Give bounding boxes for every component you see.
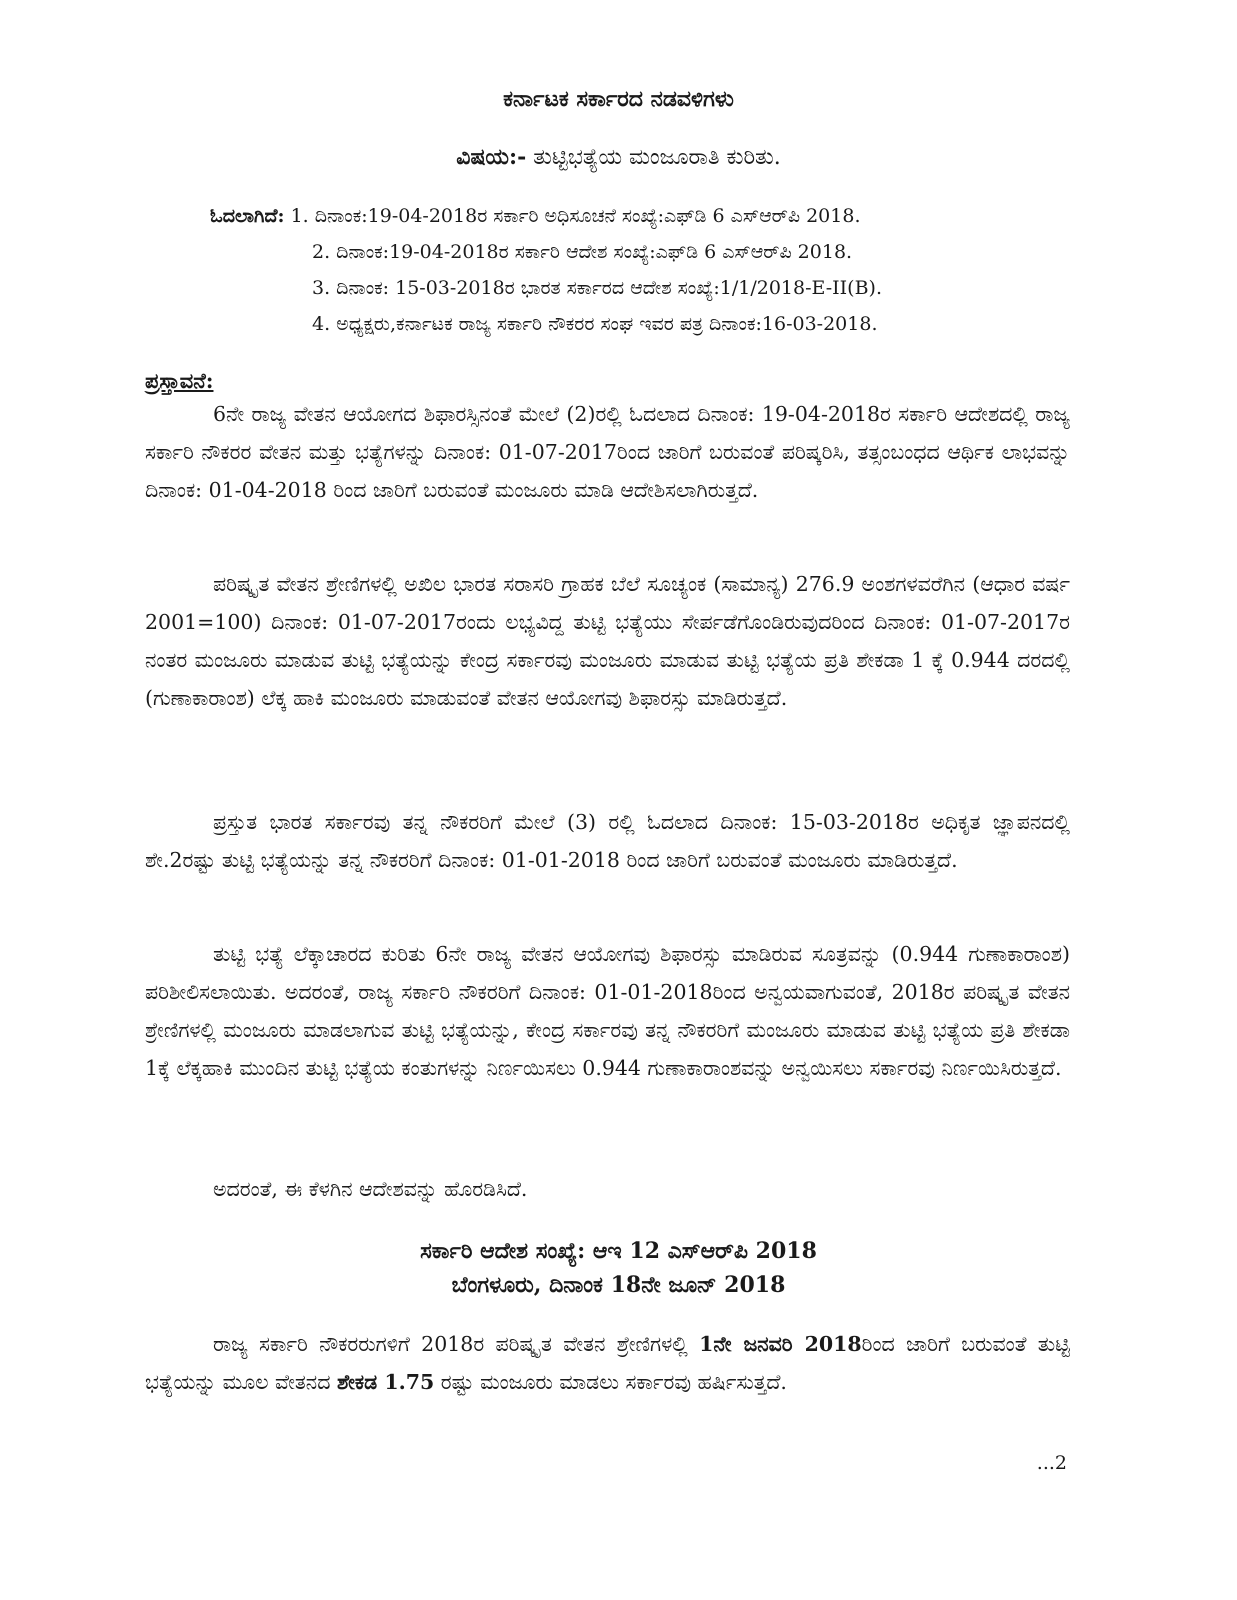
reference-item: 2. ದಿನಾಂಕ:19-04-2018ರ ಸರ್ಕಾರಿ ಆದೇಶ ಸಂಖ್ಯೆ:ಎಫ್‌ಡಿ 6 ಎಸ್‌ಆರ್‌ಪಿ 2018. (312, 241, 853, 263)
page-continuation-marker: ...2 (1036, 1452, 1067, 1474)
reference-item: ಓದಲಾಗಿದೆ: 1. ದಿನಾಂಕ:19-04-2018ರ ಸರ್ಕಾರಿ ಅಧಿಸೂಚನೆ ಸಂಖ್ಯೆ:ಎಫ್‌ಡಿ 6 ಎಸ್‌ಆರ್‌ಪಿ 2018. (210, 205, 861, 227)
references-label: ಓದಲಾಗಿದೆ: (210, 205, 285, 227)
references-block (210, 198, 1090, 342)
preamble-paragraph: ತುಟ್ಟಿ ಭತ್ಯೆ ಲೆಕ್ಕಾಚಾರದ ಕುರಿತು 6ನೇ ರಾಜ್ಯ ವೇತನ ಆಯೋಗವು ಶಿಫಾರಸ್ಸು ಮಾಡಿರುವ ಸೂತ್ರವನ್ನು (0.944 ಗುಣಾಕಾರಾಂಶ) ಪರಿಶೀಲಿಸಲಾಯಿತು. ಅದರಂತೆ, ರಾಜ್ಯ ಸರ್ಕಾರಿ ನೌಕರರಿಗೆ ದಿನಾಂಕ: 01-01-2018ರಿಂದ ಅನ್ವಯವಾಗುವಂತೆ, 2018ರ ಪರಿಷ್ಕೃತ ವೇತನ ಶ್ರೇಣಿಗಳಲ್ಲಿ ಮಂಜೂರು ಮಾಡಲಾಗುವ ತುಟ್ಟಿ ಭತ್ಯೆಯನ್ನು, ಕೇಂದ್ರ ಸರ್ಕಾರವು ತನ್ನ ನೌಕರರಿಗೆ ಮಂಜೂರು ಮಾಡುವ ತುಟ್ಟಿ ಭತ್ಯೆಯ ಪ್ರತಿ ಶೇಕಡಾ 1ಕ್ಕೆ ಲೆಕ್ಕಹಾಕಿ ಮುಂದಿನ ತುಟ್ಟಿ ಭತ್ಯೆಯ ಕಂತುಗಳನ್ನು ನಿರ್ಣಯಿಸಲು 0.944 ಗುಣಾಕಾರಾಂಶವನ್ನು ಅನ್ವಯಿಸಲು ಸರ್ಕಾರವು ನಿರ್ಣಯಿಸಿರುತ್ತದೆ. (145, 942, 1070, 1080)
subject-text: ತುಟ್ಟಿಭತ್ಯೆಯ ಮಂಜೂರಾತಿ ಕುರಿತು. (533, 145, 781, 170)
preamble-paragraph: 6ನೇ ರಾಜ್ಯ ವೇತನ ಆಯೋಗದ ಶಿಫಾರಸ್ಸಿನಂತೆ ಮೇಲೆ (2)ರಲ್ಲಿ ಓದಲಾದ ದಿನಾಂಕ: 19-04-2018ರ ಸರ್ಕಾರಿ ಆದೇಶದಲ್ಲಿ ರಾಜ್ಯ ಸರ್ಕಾರಿ ನೌಕರರ ವೇತನ ಮತ್ತು ಭತ್ಯೆಗಳನ್ನು ದಿನಾಂಕ: 01-07-2017ರಿಂದ ಜಾರಿಗೆ ಬರುವಂತೆ ಪರಿಷ್ಕರಿಸಿ, ತತ್ಸಂಬಂಧದ ಆರ್ಥಿಕ ಲಾಭವನ್ನು ದಿನಾಂಕ: 01-04-2018 ರಿಂದ ಜಾರಿಗೆ ಬರುವಂತೆ ಮಂಜೂರು ಮಾಡಿ ಆದೇಶಿಸಲಾಗಿರುತ್ತದೆ. (145, 402, 1070, 502)
subject-line (0, 144, 1237, 170)
order-date: ಬೆಂಗಳೂರು, ದಿನಾಂಕ 18ನೇ ಜೂನ್ 2018 (451, 1272, 786, 1298)
reference-item: 3. ದಿನಾಂಕ: 15-03-2018ರ ಭಾರತ ಸರ್ಕಾರದ ಆದೇಶ ಸಂಖ್ಯೆ:1/1/2018-E-II(B). (312, 277, 883, 299)
order-header (0, 1234, 1237, 1302)
preamble-paragraph: ಪರಿಷ್ಕೃತ ವೇತನ ಶ್ರೇಣಿಗಳಲ್ಲಿ ಅಖಿಲ ಭಾರತ ಸರಾಸರಿ ಗ್ರಾಹಕ ಬೆಲೆ ಸೂಚ್ಯಂಕ (ಸಾಮಾನ್ಯ) 276.9 ಅಂಶಗಳವರೆಗಿನ (ಆಧಾರ ವರ್ಷ 2001=100) ದಿನಾಂಕ: 01-07-2017ರಂದು ಲಭ್ಯವಿದ್ದ ತುಟ್ಟಿ ಭತ್ಯೆಯು ಸೇರ್ಪಡೆಗೊಂಡಿರುವುದರಿಂದ ದಿನಾಂಕ: 01-07-2017ರ ನಂತರ ಮಂಜೂರು ಮಾಡುವ ತುಟ್ಟಿ ಭತ್ಯೆಯನ್ನು ಕೇಂದ್ರ ಸರ್ಕಾರವು ಮಂಜೂರು ಮಾಡುವ ತುಟ್ಟಿ ಭತ್ಯೆಯ ಪ್ರತಿ ಶೇಕಡಾ 1 ಕ್ಕೆ 0.944 ದರದಲ್ಲಿ (ಗುಣಾಕಾರಾಂಶ) ಲೆಕ್ಕ ಹಾಕಿ ಮಂಜೂರು ಮಾಡುವಂತೆ ವೇತನ ಆಯೋಗವು ಶಿಫಾರಸ್ಸು ಮಾಡಿರುತ್ತದೆ. (145, 572, 1070, 710)
order-body: ರಾಜ್ಯ ಸರ್ಕಾರಿ ನೌಕರರುಗಳಿಗೆ 2018ರ ಪರಿಷ್ಕೃತ ವೇತನ ಶ್ರೇಣಿಗಳಲ್ಲಿ 1ನೇ ಜನವರಿ 2018ರಿಂದ ಜಾರಿಗೆ ಬರುವಂತೆ ತುಟ್ಟಿ ಭತ್ಯೆಯನ್ನು ಮೂಲ ವೇತನದ ಶೇಕಡ 1.75 ರಷ್ಟು ಮಂಜೂರು ಮಾಡಲು ಸರ್ಕಾರವು ಹರ್ಷಿಸುತ್ತದೆ. (145, 1332, 1070, 1394)
order-number: ಸರ್ಕಾರಿ ಆದೇಶ ಸಂಖ್ಯೆ: ಆಇ 12 ಎಸ್‌ಆರ್‌ಪಿ 2018 (420, 1238, 817, 1264)
document-title: ಕರ್ನಾಟಕ ಸರ್ಕಾರದ ನಡವಳಿಗಳು (503, 86, 734, 112)
preamble-heading: ಪ್ರಸ್ತಾವನೆ: (145, 368, 214, 393)
preamble-paragraph: ಪ್ರಸ್ತುತ ಭಾರತ ಸರ್ಕಾರವು ತನ್ನ ನೌಕರರಿಗೆ ಮೇಲೆ (3) ರಲ್ಲಿ ಓದಲಾದ ದಿನಾಂಕ: 15-03-2018ರ ಅಧಿಕೃತ ಜ್ಞಾಪನದಲ್ಲಿ ಶೇ.2ರಷ್ಟು ತುಟ್ಟಿ ಭತ್ಯೆಯನ್ನು ತನ್ನ ನೌಕರರಿಗೆ ದಿನಾಂಕ: 01-01-2018 ರಿಂದ ಜಾರಿಗೆ ಬರುವಂತೆ ಮಂಜೂರು ಮಾಡಿರುತ್ತದೆ. (145, 810, 1070, 872)
subject-label: ವಿಷಯ:- (456, 144, 527, 170)
preamble-paragraph: ಅದರಂತೆ, ಈ ಕೆಳಗಿನ ಆದೇಶವನ್ನು ಹೊರಡಿಸಿದೆ. (213, 1177, 528, 1201)
reference-item: 4. ಅಧ್ಯಕ್ಷರು,ಕರ್ನಾಟಕ ರಾಜ್ಯ ಸರ್ಕಾರಿ ನೌಕರರ ಸಂಘ ಇವರ ಪತ್ರ ದಿನಾಂಕ:16-03-2018. (312, 313, 878, 335)
